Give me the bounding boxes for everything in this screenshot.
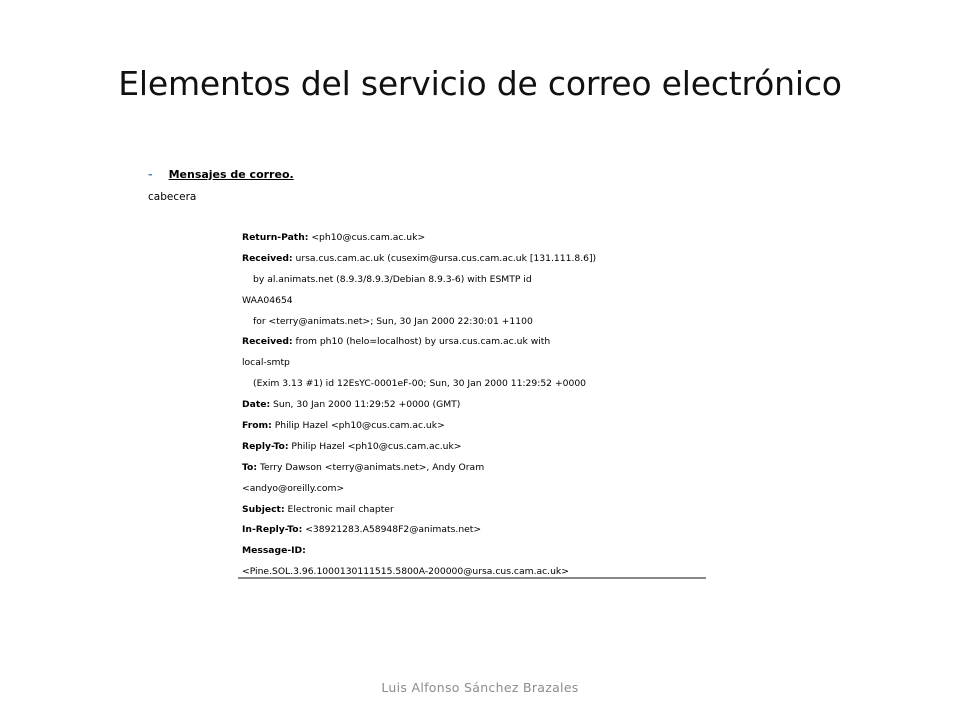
header-line-continuation	[242, 312, 712, 333]
slide-title: Elementos del servicio de correo electrónico	[118, 64, 842, 103]
header-value: Sun, 30 Jan 2000 11:29:52 +0000 (GMT)	[270, 399, 461, 411]
section-heading	[148, 168, 294, 181]
header-value: <ph10@cus.cam.ac.uk>	[308, 232, 426, 243]
header-value: by al.animats.net (8.9.3/8.9.3/Debian 8.9.3-6) with ESMTP id	[253, 273, 532, 285]
header-key: Return-Path:	[242, 232, 309, 243]
header-value: Philip Hazel <ph10@cus.cam.ac.uk>	[271, 420, 445, 432]
header-line-continuation	[242, 374, 712, 395]
bottom-rule	[238, 577, 706, 579]
header-line-return-path	[242, 228, 712, 249]
header-value: <Pine.SOL.3.96.1000130111515.5800A-200000@ursa.cus.cam.ac.uk>	[242, 566, 569, 578]
header-value: (Exim 3.13 #1) id 12EsYC-0001eF-00; Sun, 30 Jan 2000 11:29:52 +0000	[253, 378, 587, 390]
header-key: Subject:	[242, 503, 285, 515]
slide-footer: Luis Alfonso Sánchez Brazales	[381, 680, 579, 695]
email-header-figure	[140, 160, 720, 590]
header-line-message-id	[242, 541, 712, 562]
header-value: Electronic mail chapter	[284, 503, 394, 515]
header-value: from ph10 (helo=localhost) by ursa.cus.cam.ac.uk with	[292, 336, 551, 348]
header-key: From:	[242, 420, 272, 432]
header-line-from	[242, 416, 712, 437]
header-line-to	[242, 458, 712, 479]
header-key: To:	[242, 461, 258, 473]
header-sublabel: cabecera	[148, 191, 197, 203]
header-line-continuation	[242, 291, 712, 312]
header-value: for <terry@animats.net>; Sun, 30 Jan 2000 22:30:01 +1100	[253, 315, 533, 327]
email-header-block	[242, 228, 712, 583]
header-value: ursa.cus.cam.ac.uk (cusexim@ursa.cus.cam.ac.uk [131.111.8.6])	[292, 252, 597, 264]
header-line-continuation	[242, 562, 712, 583]
section-heading-text: Mensajes de correo.	[168, 168, 294, 181]
header-line-received	[242, 332, 712, 353]
header-line-subject	[242, 500, 712, 521]
header-line-reply-to	[242, 437, 712, 458]
header-line-continuation	[242, 353, 712, 374]
header-key: Date:	[242, 399, 271, 411]
header-value: <38921283.A58948F2@animats.net>	[302, 524, 482, 536]
header-value: local-smtp	[242, 357, 290, 369]
header-value: <andyo@oreilly.com>	[242, 482, 345, 494]
header-value: Philip Hazel <ph10@cus.cam.ac.uk>	[288, 440, 462, 452]
header-key: Message-ID:	[242, 545, 306, 557]
header-key: Received:	[242, 252, 293, 264]
header-key: Received:	[242, 336, 293, 348]
header-key: In-Reply-To:	[242, 524, 303, 536]
header-value: WAA04654	[242, 294, 293, 306]
header-key: Reply-To:	[242, 440, 289, 452]
header-line-date	[242, 395, 712, 416]
header-value: Terry Dawson <terry@animats.net>, Andy Oram	[257, 461, 485, 473]
header-line-continuation	[242, 479, 712, 500]
header-line-in-reply-to	[242, 520, 712, 541]
bullet-dash: -	[148, 168, 153, 181]
header-line-received	[242, 249, 712, 270]
header-line-continuation	[242, 270, 712, 291]
